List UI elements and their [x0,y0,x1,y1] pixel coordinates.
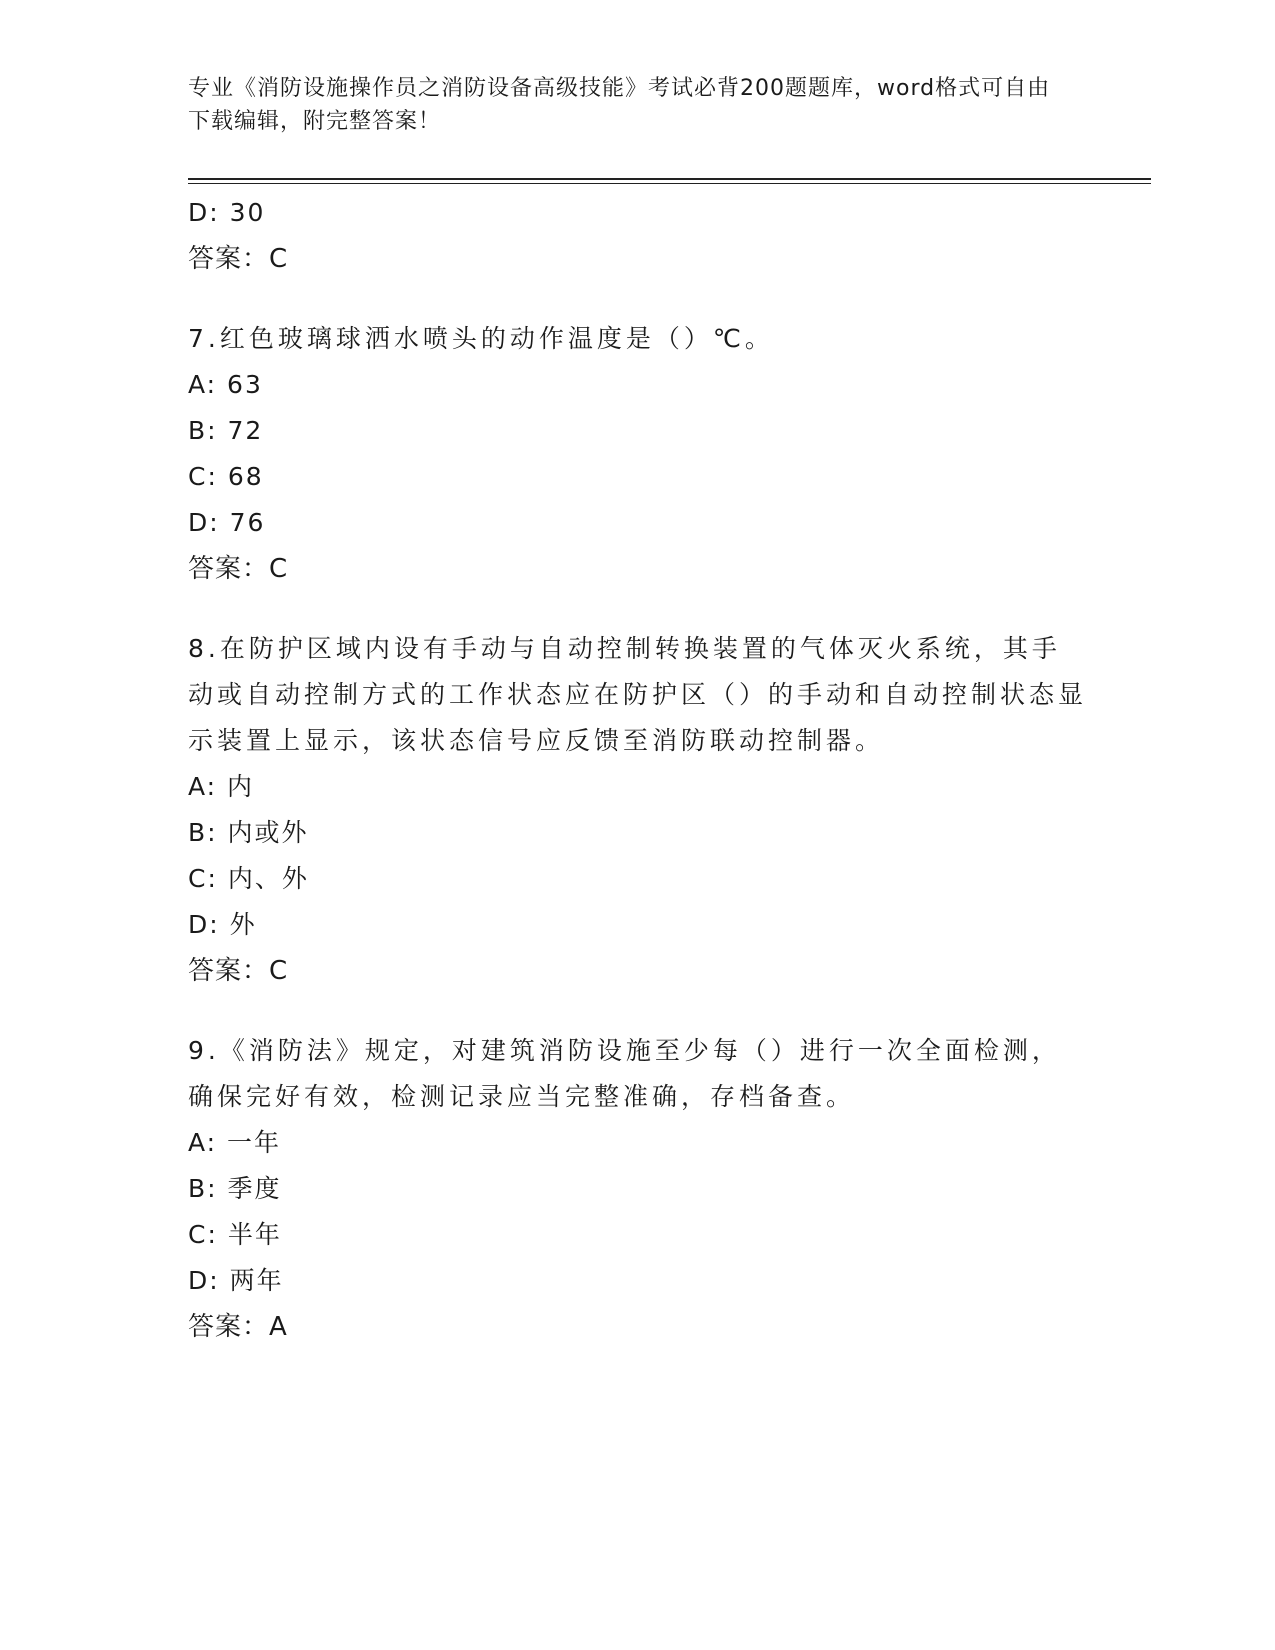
header-rule-thin [188,183,1151,184]
option-b: B: 72 [188,416,264,445]
option-c: C: 半年 [188,1220,282,1249]
option-c: C: 内、外 [188,864,309,893]
document-header: 专业《消防设施操作员之消防设备高级技能》考试必背200题题库，word格式可自由下载编辑，附完整答案！ [188,76,1051,134]
question-stem: 8.在防护区域内设有手动与自动控制转换装置的气体灭火系统，其手动或自动控制方式的工作状态应在防护区（）的手动和自动控制状态显示装置上显示，该状态信号应反馈至消防联动控制器。 [188,634,1088,755]
question-list [188,190,1088,1350]
question-7 [188,316,1088,592]
option-d: D: 外 [188,910,257,939]
answer: 答案：C [188,956,289,986]
answer: 答案：A [188,1312,288,1342]
option-c: C: 68 [188,462,264,491]
option-d: D: 30 [188,198,266,227]
answer: 答案：C [188,554,289,584]
option-d: D: 两年 [188,1266,284,1295]
option-b: B: 季度 [188,1174,282,1203]
question-stem: 7.红色玻璃球洒水喷头的动作温度是（）℃。 [188,324,774,353]
option-b: B: 内或外 [188,818,309,847]
option-a: A: 内 [188,772,255,801]
question-9 [188,1028,1088,1350]
answer: 答案：C [188,244,289,274]
question-8 [188,626,1088,994]
option-a: A: 一年 [188,1128,282,1157]
header-rule-thick [188,178,1151,180]
question-stem: 9.《消防法》规定，对建筑消防设施至少每（）进行一次全面检测，确保完好有效，检测记录应当完整准确，存档备查。 [188,1036,1061,1111]
option-d: D: 76 [188,508,266,537]
option-a: A: 63 [188,370,263,399]
